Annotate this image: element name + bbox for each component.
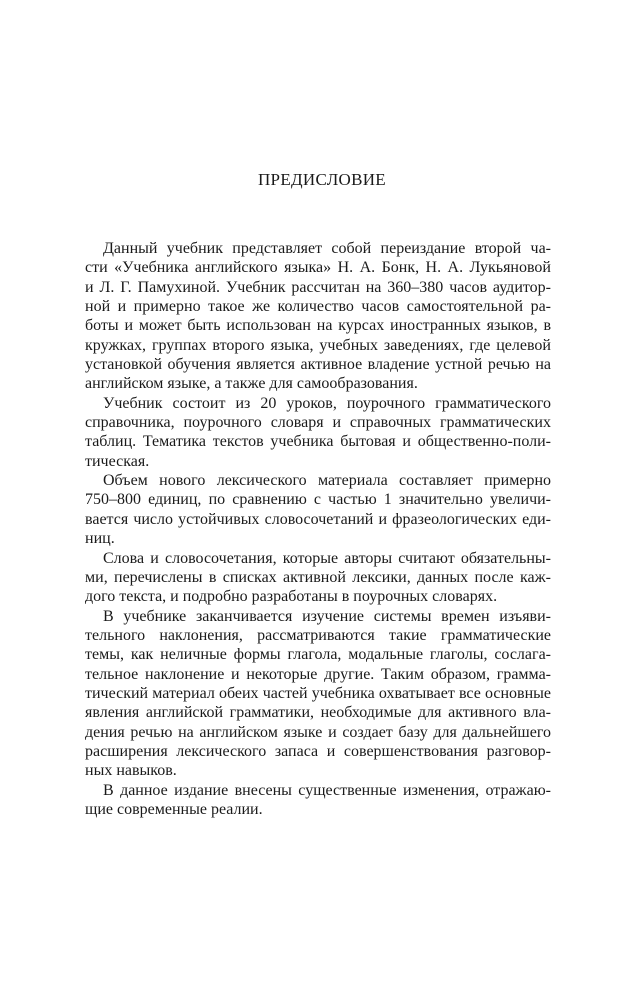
text-line: справочника, поурочного словаря и справочных грамматических bbox=[85, 414, 551, 432]
paragraph bbox=[85, 239, 551, 394]
paragraph bbox=[85, 549, 551, 607]
text-line: сти «Учебника английского языка» Н. А. Бонк, Н. А. Лукьяновой bbox=[85, 259, 551, 277]
text-line: В учебнике заканчивается изучение системы времен изъяви- bbox=[103, 607, 551, 625]
text-line: Слова и словосочетания, которые авторы считают обязательны- bbox=[103, 549, 551, 567]
text-line: дения речью на английском языке и создает базу для дальнейшего bbox=[85, 723, 551, 741]
text-line: тический материал обеих частей учебника охватывает все основные bbox=[85, 684, 551, 702]
paragraph bbox=[85, 394, 551, 471]
paragraph bbox=[85, 471, 551, 548]
text-line: ниц. bbox=[85, 530, 115, 548]
text-line: щие современные реалии. bbox=[85, 800, 263, 818]
text-line: темы, как неличные формы глагола, модальные глаголы, сослага- bbox=[85, 646, 551, 664]
text-line: дого текста, и подробно разработаны в поурочных словарях. bbox=[85, 588, 498, 606]
paragraph bbox=[85, 781, 551, 820]
preface-body bbox=[85, 239, 551, 819]
text-line: таблиц. Тематика текстов учебника бытовая и общественно-поли- bbox=[85, 433, 551, 451]
text-line: установкой обучения является активное владение устной речью на bbox=[85, 356, 551, 374]
text-line: расширения лексического запаса и совершенствования разговор- bbox=[85, 742, 551, 760]
page-title: ПРЕДИСЛОВИЕ bbox=[257, 170, 386, 189]
text-line: английском языке, а также для самообразования. bbox=[85, 375, 418, 393]
text-line: В данное издание внесены существенные изменения, отражаю- bbox=[103, 781, 551, 799]
text-line: кружках, группах второго языка, учебных заведениях, где целевой bbox=[85, 336, 551, 354]
text-line: 750–800 единиц, по сравнению с частью 1 значительно увеличи- bbox=[85, 491, 551, 509]
text-line: Объем нового лексического материала составляет примерно bbox=[103, 472, 551, 490]
text-line: тельного наклонения, рассматриваются такие грамматические bbox=[85, 626, 551, 644]
text-line: ной и примерно такое же количество часов самостоятельной ра- bbox=[85, 298, 551, 316]
text-line: ми, перечислены в списках активной лексики, данных после каж- bbox=[85, 568, 551, 586]
text-line: ных навыков. bbox=[85, 762, 177, 780]
text-line: и Л. Г. Памухиной. Учебник рассчитан на 360–380 часов аудитор- bbox=[85, 278, 551, 296]
text-line: тическая. bbox=[85, 452, 150, 470]
paragraph bbox=[85, 607, 551, 781]
text-line: Учебник состоит из 20 уроков, поурочного грамматического bbox=[103, 394, 551, 412]
text-line: Данный учебник представляет собой переиздание второй ча- bbox=[103, 240, 551, 257]
text-line: явления английской грамматики, необходимые для активного вла- bbox=[85, 704, 551, 722]
text-line: тельное наклонение и некоторые другие. Таким образом, грамма- bbox=[85, 665, 551, 683]
text-line: вается число устойчивых словосочетаний и фразеологических еди- bbox=[85, 510, 551, 528]
text-line: боты и может быть использован на курсах иностранных языков, в bbox=[85, 317, 551, 335]
